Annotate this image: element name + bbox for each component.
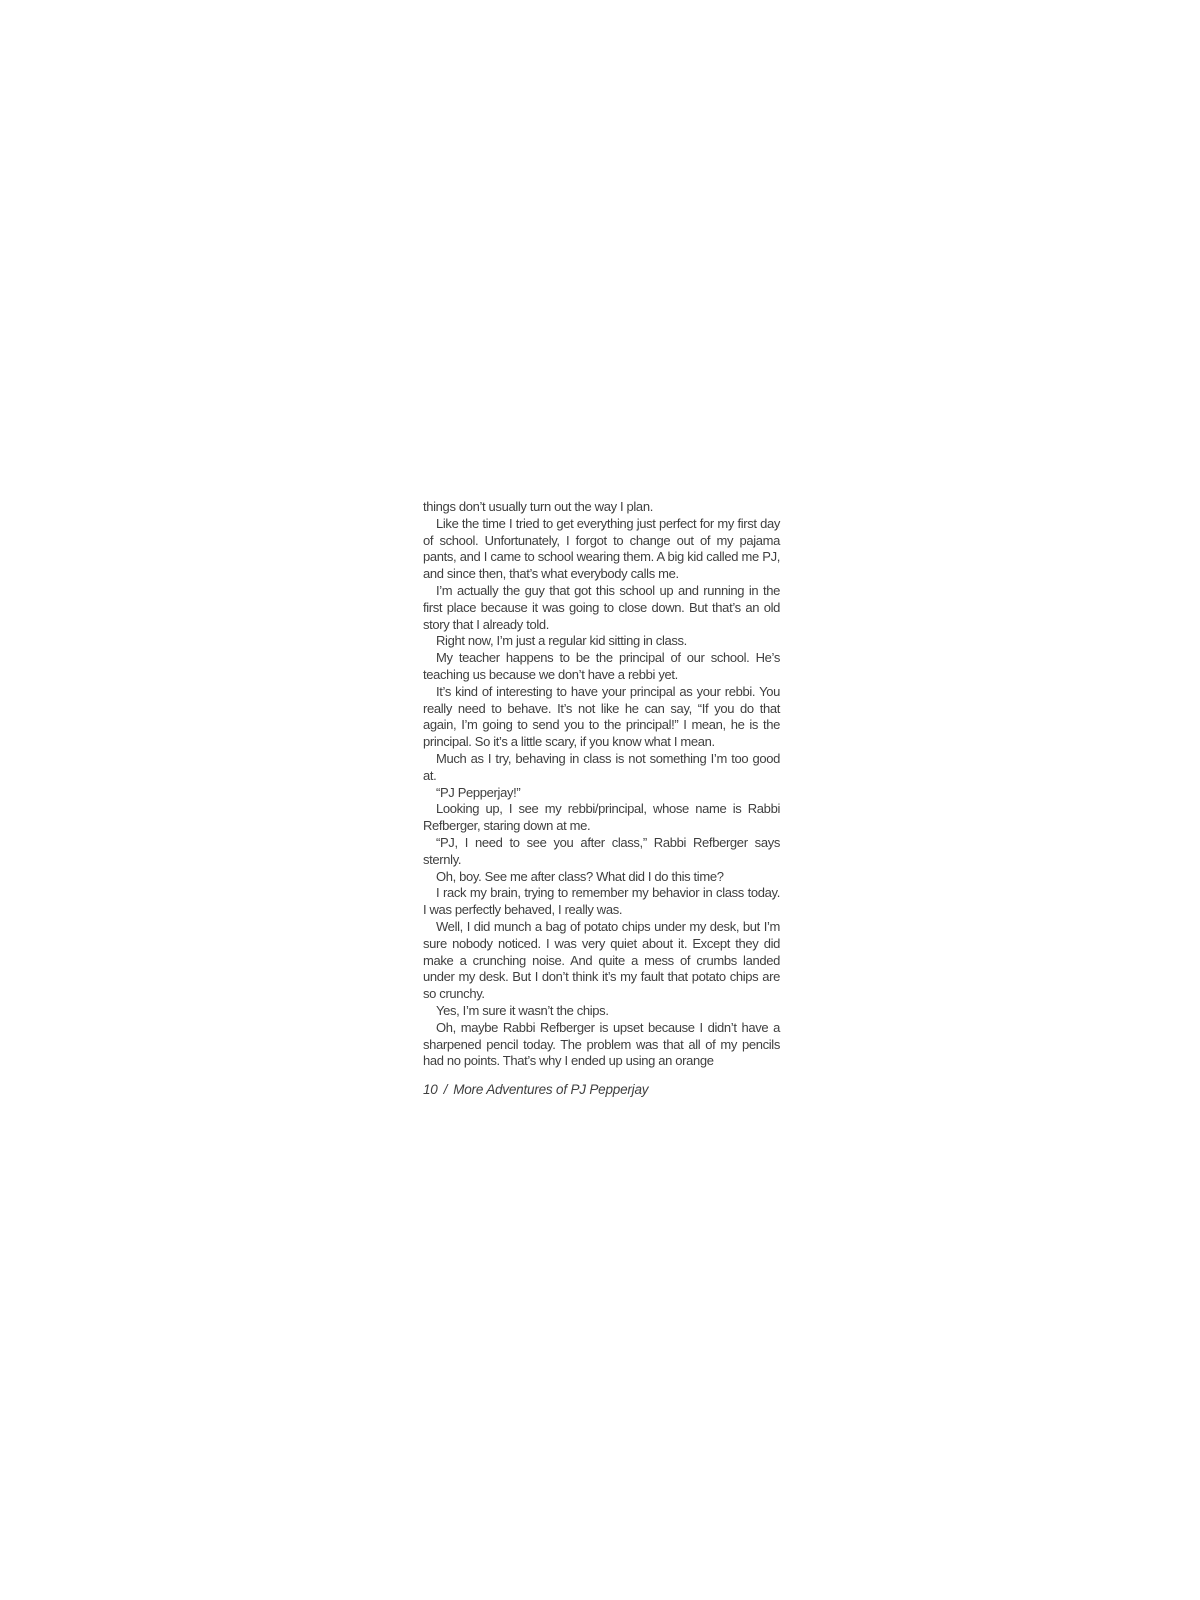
page-footer bbox=[423, 1081, 780, 1098]
paragraph: Looking up, I see my rebbi/principal, whose name is Rabbi Refberger, staring down at me. bbox=[423, 801, 780, 834]
paragraph: Oh, boy. See me after class? What did I do this time? bbox=[436, 868, 724, 884]
paragraph: Like the time I tried to get everything just perfect for my first day of school. Unfortunately, I forgot to change out of my pajama pants, and I came to school wearing them. A big kid called me PJ, and since then, that’s what everybody calls me. bbox=[423, 515, 780, 582]
footer-page-number: 10 bbox=[423, 1082, 438, 1098]
paragraph: Right now, I’m just a regular kid sitting in class. bbox=[436, 633, 687, 649]
footer-book-title: More Adventures of PJ Pepperjay bbox=[453, 1082, 649, 1098]
text-column bbox=[423, 499, 780, 1098]
paragraph: things don’t usually turn out the way I plan. bbox=[423, 499, 653, 514]
paragraph: I’m actually the guy that got this school up and running in the first place because it was going to close down. But that’s an old story that I already told. bbox=[423, 582, 780, 632]
paragraph: It’s kind of interesting to have your principal as your rebbi. You really need to behave. It’s not like he can say, “If you do that again, I’m going to send you to the principal!” I mean, he is the principal. So it’s a little scary, if you know what I mean. bbox=[423, 683, 780, 750]
page-body-text bbox=[423, 499, 780, 1070]
paragraph: Well, I did munch a bag of potato chips under my desk, but I’m sure nobody noticed. I was very quiet about it. Except they did make a crunching noise. And quite a mess of crumbs landed under my desk. But I don’t think it’s my fault that potato chips are so crunchy. bbox=[423, 918, 780, 1002]
footer-separator: / bbox=[443, 1082, 448, 1098]
paragraph: Much as I try, behaving in class is not something I’m too good at. bbox=[423, 750, 780, 783]
paragraph: Yes, I’m sure it wasn’t the chips. bbox=[436, 1002, 609, 1018]
paragraph: Oh, maybe Rabbi Refberger is upset because I didn’t have a sharpened pencil today. The problem was that all of my pencils had no points. That’s why I ended up using an orange bbox=[423, 1019, 780, 1069]
paragraph: My teacher happens to be the principal of our school. He’s teaching us because we don’t have a rebbi yet. bbox=[423, 650, 780, 682]
paragraph: “PJ Pepperjay!” bbox=[436, 784, 521, 800]
paragraph: “PJ, I need to see you after class,” Rabbi Refberger says sternly. bbox=[423, 834, 780, 867]
paragraph: I rack my brain, trying to remember my behavior in class today. I was perfectly behaved, I really was. bbox=[423, 885, 780, 918]
